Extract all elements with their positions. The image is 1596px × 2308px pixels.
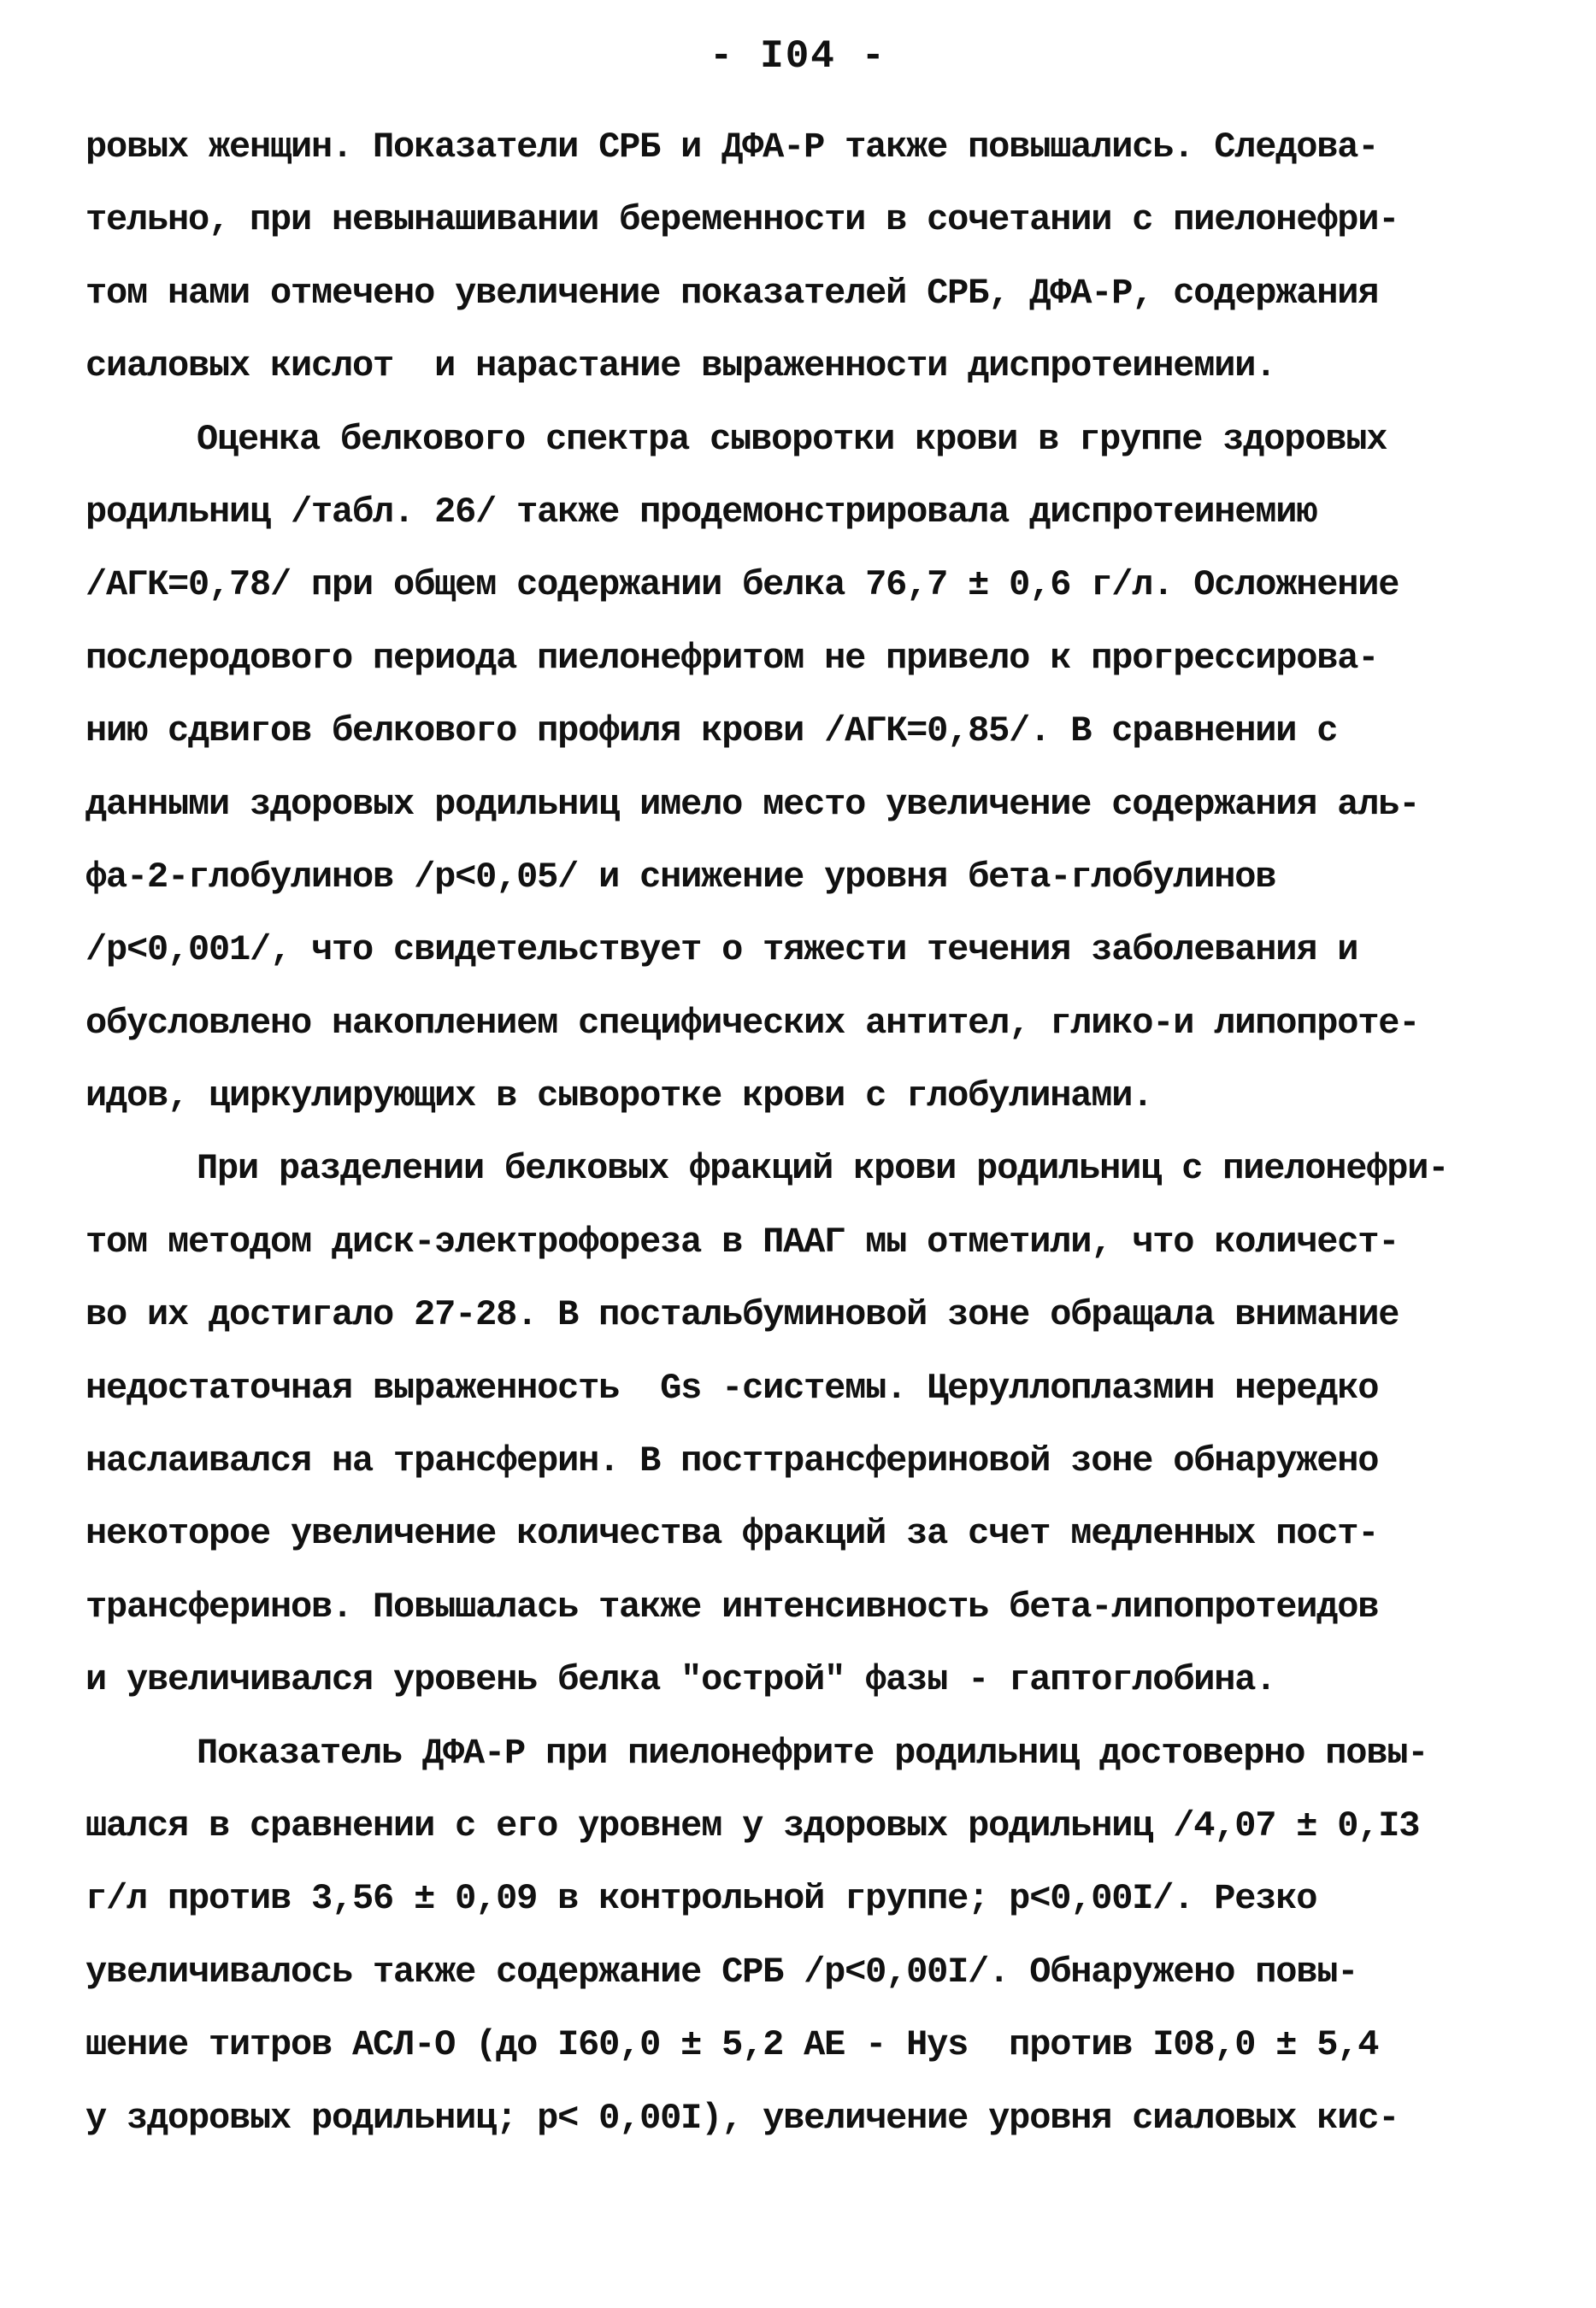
text-line: наслаивался на трансферин. В посттрансфериновой зоне обнаружено <box>85 1440 1379 1482</box>
text-line: фа-2-глобулинов /р<0,05/ и снижение уровня бета-глобулинов <box>85 856 1276 898</box>
text-line: нию сдвигов белкового профиля крови /АГК=0,85/. В сравнении с <box>85 710 1338 752</box>
text-line: сиаловых кислот и нарастание выраженности диспротеинемии. <box>85 345 1276 387</box>
text-line: обусловлено накоплением специфических антител, глико-и липопроте- <box>85 1002 1420 1044</box>
text-line: некоторое увеличение количества фракций за счет медленных пост- <box>85 1513 1379 1555</box>
text-line: том методом диск-электрофореза в ПААГ мы отметили, что количест- <box>85 1221 1399 1263</box>
paragraph-first-line: При разделении белковых фракций крови родильниц с пиелонефри- <box>197 1148 1449 1190</box>
text-line: трансферинов. Повышалась также интенсивность бета-липопротеидов <box>85 1586 1379 1628</box>
text-line: родильниц /табл. 26/ также продемонстрировала диспротеинемию <box>85 491 1317 533</box>
text-line: шение титров АСЛ-О (до I60,0 ± 5,2 АЕ - Hys против I08,0 ± 5,4 <box>85 2024 1379 2066</box>
text-line: шался в сравнении с его уровнем у здоровых родильниц /4,07 ± 0,I3 <box>85 1805 1420 1846</box>
body-text <box>85 111 1539 2155</box>
text-line: том нами отмечено увеличение показателей СРБ, ДФА-Р, содержания <box>85 272 1379 314</box>
text-line: /р<0,001/, что свидетельствует о тяжести течения заболевания и <box>85 929 1358 971</box>
text-line: ровых женщин. Показатели СРБ и ДФА-Р также повышались. Следова- <box>85 127 1379 168</box>
text-line: у здоровых родильниц; р< 0,00I), увеличение уровня сиаловых кис- <box>85 2097 1399 2139</box>
text-line: послеродового периода пиелонефритом не привело к прогрессирова- <box>85 637 1379 679</box>
text-line: г/л против 3,56 ± 0,09 в контрольной группе; р<0,00I/. Резко <box>85 1878 1317 1920</box>
text-line: /АГК=0,78/ при общем содержании белка 76,7 ± 0,6 г/л. Осложнение <box>85 564 1399 606</box>
text-line: недостаточная выраженность Gs -системы. Церуллоплазмин нередко <box>85 1367 1379 1409</box>
text-line: во их достигало 27-28. В постальбуминовой зоне обращала внимание <box>85 1294 1399 1336</box>
paragraph-first-line: Показатель ДФА-Р при пиелонефрите родильниц достоверно повы- <box>197 1732 1428 1774</box>
text-line: увеличивалось также содержание СРБ /р<0,00I/. Обнаружено повы- <box>85 1951 1358 1993</box>
text-line: идов, циркулирующих в сыворотке крови с глобулинами. <box>85 1075 1153 1117</box>
page-number: - I04 - <box>709 34 887 79</box>
text-line: и увеличивался уровень белка "острой" фазы - гаптоглобина. <box>85 1659 1276 1701</box>
paragraph-first-line: Оценка белкового спектра сыворотки крови в группе здоровых <box>197 418 1387 460</box>
text-line: данными здоровых родильниц имело место увеличение содержания аль- <box>85 783 1420 825</box>
text-line: тельно, при невынашивании беременности в сочетании с пиелонефри- <box>85 199 1399 241</box>
